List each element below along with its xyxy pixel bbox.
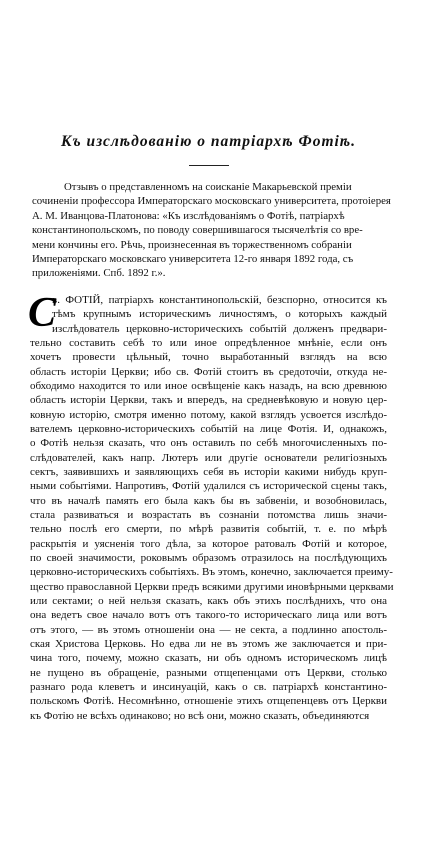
body-line: в. ФОТІЙ, патріархъ константинопольскій, безспорно, относится къ bbox=[52, 293, 387, 306]
body-line: отъ этого, — въ этомъ отношеніи она — не секта, а подлинно апостоль- bbox=[30, 623, 387, 636]
body-line: вателемъ церковно-историческихъ событій на лице Фотія. И, однакожъ, bbox=[30, 422, 387, 435]
body-line: по своей значимости, роковымъ образомъ отразилось на послѣдующихъ bbox=[30, 552, 387, 565]
abstract-line: мени кончины его. Рѣчь, произнесенная въ торжественномъ собраніи bbox=[32, 238, 352, 251]
abstract-line: Отзывъ о представленномъ на соисканіе Макарьевской преміи bbox=[64, 181, 352, 193]
body-line: стала развиваться и возрастать въ сознаніи потомства лишь значи- bbox=[30, 509, 387, 521]
body-text bbox=[28, 289, 394, 723]
abstract-line: сочиненіи профессора Императорскаго московскаго университета, протоіерея bbox=[32, 195, 391, 208]
body-line: тельно составить себѣ то или иное опредѣленное мнѣніе, если онъ bbox=[30, 336, 387, 349]
body-line: раскрытія и уясненія того дѣла, за которое ратовалъ Фотій и которое, bbox=[30, 537, 387, 550]
body-line: что въ началѣ память его была какъ бы въ забвеніи, и возобновилась, bbox=[30, 494, 387, 507]
body-line: не пущено въ обращеніе, разными отщепенцами отъ Церкви, столько bbox=[30, 666, 387, 679]
abstract-block bbox=[30, 180, 391, 281]
body-line: обходимо находится то или иное освѣщеніе какъ назадъ, на всю древнюю bbox=[30, 379, 387, 392]
body-line: тельно послѣ его смерти, по мѣрѣ развитія событій, т. е. по мѣрѣ bbox=[30, 523, 387, 536]
body-line: или сектами; о ней нельзя сказать, какъ объ этихъ послѣднихъ, что она bbox=[30, 595, 387, 608]
body-line: область исторіи Церкви; ибо св. Фотій стоитъ въ средоточіи, откуда не- bbox=[30, 365, 387, 378]
body-line: разнаго рода клеветъ и инсинуацій, какъ о св. патріархѣ константино- bbox=[30, 681, 387, 694]
abstract-line: Императорскаго московскаго университета 12-го января 1892 года, съ bbox=[32, 253, 354, 266]
body-line: щество православной Церкви предъ всякими другими иновѣрными церквами bbox=[30, 580, 394, 593]
body-line: о Фотіѣ нельзя сказать, что онъ оставилъ по себѣ многочисленныхъ по- bbox=[30, 437, 387, 450]
body-line: область исторіи Церкви, такъ и впередъ, на средневѣковую и новую цер- bbox=[30, 394, 387, 407]
abstract-line: А. М. Иванцова-Платонова: «Къ изслѣдованіямъ о Фотіѣ, патріархѣ bbox=[32, 209, 345, 222]
body-line: слѣдователей, какъ напр. Лютеръ или другіе основатели религіозныхъ bbox=[30, 451, 387, 464]
document-page bbox=[0, 132, 423, 852]
body-line: ковную исторію, смотря именно потому, какой взглядъ усвоется изслѣдо- bbox=[30, 408, 387, 421]
drop-cap: С bbox=[28, 289, 57, 336]
title-divider bbox=[189, 165, 229, 166]
body-line: ными событіями. Напротивъ, Фотій удалился съ исторической сцены такъ, bbox=[30, 480, 387, 493]
body-line: польскомъ Фотіѣ. Несомнѣнно, отношеніе этихъ отщепенцевъ отъ Церкви bbox=[30, 695, 387, 708]
body-line: къ Фотію не всѣхъ одинаково; но всѣ они, можно сказать, объединяются bbox=[30, 709, 370, 722]
body-line: ская Христова Церковь. Но едва ли не въ этомъ же заключается и при- bbox=[30, 638, 387, 651]
body-line: церковно-историческихъ событіяхъ. Въ этомъ, конечно, заключается преиму- bbox=[30, 566, 393, 579]
abstract-line: константинопольскомъ, по поводу совершившагося тысячелѣтія со вре- bbox=[32, 224, 363, 237]
body-line: тѣмъ крупнымъ историческимъ личностямъ, о которыхъ каждый bbox=[52, 308, 387, 321]
page-title: Къ изслѣдованію о патріархѣ Фотіѣ. bbox=[60, 133, 357, 150]
body-line: она ведетъ свое начало вотъ отъ такого-то историческаго лица или вотъ bbox=[30, 609, 387, 622]
body-line: сектъ, заявившихъ и заявляющихъ себя въ исторіи какими нибудь круп- bbox=[30, 465, 387, 478]
body-line: чина того, почему, можно сказать, ни объ одномъ историческомъ лицѣ bbox=[30, 652, 387, 665]
body-line: хочетъ провести цѣльный, точно выработанный взглядъ на всю bbox=[30, 351, 387, 364]
abstract-line: приложеніями. Спб. 1892 г.». bbox=[32, 267, 166, 280]
body-line: изслѣдователь церковно-историческихъ событій долженъ предвари- bbox=[52, 322, 387, 335]
